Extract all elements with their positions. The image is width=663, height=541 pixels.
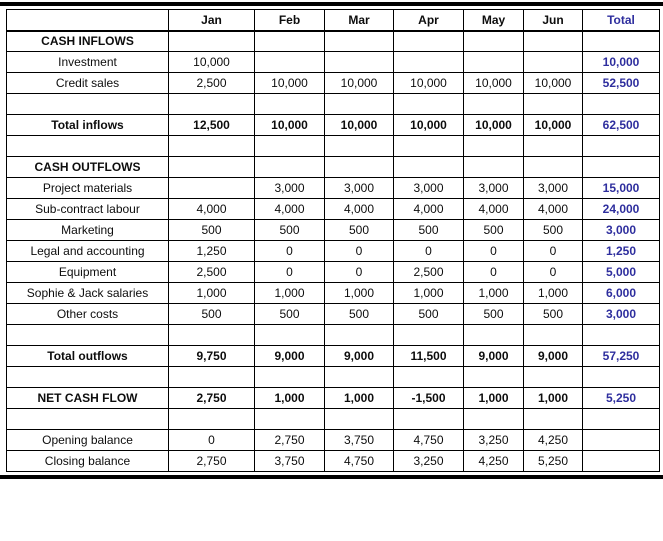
value-cell: 500 <box>464 220 524 241</box>
total-cell <box>583 325 660 346</box>
row-label-cell: Equipment <box>7 262 169 283</box>
total-cell: 1,250 <box>583 241 660 262</box>
value-cell <box>394 52 464 73</box>
value-cell: 500 <box>325 304 394 325</box>
column-header-feb: Feb <box>255 10 325 31</box>
value-cell: 10,000 <box>464 115 524 136</box>
value-cell: 500 <box>255 304 325 325</box>
value-cell <box>255 52 325 73</box>
value-cell: 4,000 <box>524 199 583 220</box>
value-cell: 3,250 <box>394 451 464 472</box>
value-cell: 500 <box>169 220 255 241</box>
value-cell: 10,000 <box>255 115 325 136</box>
total-cell: 24,000 <box>583 199 660 220</box>
table-row <box>7 94 660 115</box>
value-cell: 3,000 <box>464 178 524 199</box>
table-row <box>7 178 660 199</box>
column-header-jun: Jun <box>524 10 583 31</box>
value-cell: 0 <box>255 262 325 283</box>
value-cell <box>524 409 583 430</box>
row-label-cell <box>7 325 169 346</box>
total-cell: 15,000 <box>583 178 660 199</box>
value-cell: 3,000 <box>394 178 464 199</box>
value-cell <box>325 94 394 115</box>
table-frame <box>0 2 663 479</box>
row-label-cell: Total outflows <box>7 346 169 367</box>
cash-flow-table <box>6 9 660 472</box>
value-cell <box>394 94 464 115</box>
value-cell <box>464 409 524 430</box>
table-row <box>7 409 660 430</box>
total-cell <box>583 157 660 178</box>
table-row <box>7 388 660 409</box>
value-cell: 1,000 <box>169 283 255 304</box>
table-row <box>7 367 660 388</box>
value-cell: 500 <box>325 220 394 241</box>
table-row <box>7 31 660 52</box>
value-cell: 9,750 <box>169 346 255 367</box>
value-cell: 9,000 <box>325 346 394 367</box>
value-cell: 4,000 <box>255 199 325 220</box>
value-cell: 2,750 <box>169 451 255 472</box>
value-cell: 1,000 <box>524 283 583 304</box>
value-cell <box>325 325 394 346</box>
table-row <box>7 52 660 73</box>
value-cell: 0 <box>464 241 524 262</box>
column-header-apr: Apr <box>394 10 464 31</box>
value-cell: 0 <box>169 430 255 451</box>
value-cell: 10,000 <box>325 115 394 136</box>
value-cell <box>325 367 394 388</box>
value-cell: 2,500 <box>394 262 464 283</box>
value-cell <box>524 31 583 52</box>
total-cell <box>583 430 660 451</box>
value-cell: 10,000 <box>394 115 464 136</box>
value-cell: 0 <box>255 241 325 262</box>
table-row <box>7 199 660 220</box>
total-cell: 6,000 <box>583 283 660 304</box>
value-cell: 9,000 <box>255 346 325 367</box>
value-cell: 10,000 <box>325 73 394 94</box>
column-header-may: May <box>464 10 524 31</box>
value-cell <box>325 52 394 73</box>
value-cell <box>325 31 394 52</box>
value-cell: 10,000 <box>524 73 583 94</box>
value-cell: 4,000 <box>464 199 524 220</box>
table-row <box>7 304 660 325</box>
value-cell: 0 <box>464 262 524 283</box>
value-cell <box>255 409 325 430</box>
value-cell: 1,000 <box>464 283 524 304</box>
value-cell: 9,000 <box>464 346 524 367</box>
row-label-cell: Total inflows <box>7 115 169 136</box>
total-cell: 57,250 <box>583 346 660 367</box>
total-cell: 62,500 <box>583 115 660 136</box>
value-cell: 500 <box>394 304 464 325</box>
value-cell <box>394 136 464 157</box>
table-row <box>7 115 660 136</box>
row-label-cell: Project materials <box>7 178 169 199</box>
table-row <box>7 325 660 346</box>
row-label-cell: Credit sales <box>7 73 169 94</box>
value-cell <box>464 157 524 178</box>
value-cell <box>169 31 255 52</box>
value-cell <box>524 52 583 73</box>
row-label-cell <box>7 94 169 115</box>
value-cell: 0 <box>524 262 583 283</box>
value-cell: 1,000 <box>255 283 325 304</box>
value-cell: 0 <box>325 262 394 283</box>
value-cell: 10,000 <box>394 73 464 94</box>
value-cell: 4,750 <box>325 451 394 472</box>
value-cell <box>464 136 524 157</box>
total-cell: 52,500 <box>583 73 660 94</box>
value-cell <box>524 325 583 346</box>
value-cell: 500 <box>464 304 524 325</box>
value-cell: 3,000 <box>255 178 325 199</box>
value-cell <box>524 367 583 388</box>
row-label-cell: Sub-contract labour <box>7 199 169 220</box>
table-row <box>7 346 660 367</box>
value-cell: 0 <box>394 241 464 262</box>
table-row <box>7 73 660 94</box>
value-cell <box>394 409 464 430</box>
value-cell <box>255 31 325 52</box>
value-cell: 4,250 <box>464 451 524 472</box>
total-cell <box>583 409 660 430</box>
value-cell <box>169 178 255 199</box>
value-cell: 1,000 <box>464 388 524 409</box>
value-cell: 10,000 <box>464 73 524 94</box>
value-cell: 3,250 <box>464 430 524 451</box>
value-cell <box>394 325 464 346</box>
value-cell <box>169 157 255 178</box>
value-cell <box>394 367 464 388</box>
value-cell: 4,750 <box>394 430 464 451</box>
value-cell <box>464 52 524 73</box>
value-cell <box>464 367 524 388</box>
value-cell <box>169 367 255 388</box>
value-cell: 1,000 <box>394 283 464 304</box>
value-cell: 10,000 <box>255 73 325 94</box>
value-cell: 3,000 <box>524 178 583 199</box>
value-cell: 10,000 <box>169 52 255 73</box>
value-cell: 2,750 <box>255 430 325 451</box>
row-label-cell: CASH OUTFLOWS <box>7 157 169 178</box>
value-cell <box>169 136 255 157</box>
row-label-cell <box>7 136 169 157</box>
value-cell <box>524 157 583 178</box>
table-row <box>7 262 660 283</box>
value-cell <box>325 409 394 430</box>
total-cell <box>583 367 660 388</box>
table-row <box>7 451 660 472</box>
value-cell <box>524 136 583 157</box>
row-label-cell <box>7 367 169 388</box>
value-cell: 4,000 <box>325 199 394 220</box>
value-cell: 3,750 <box>325 430 394 451</box>
row-label-cell: Investment <box>7 52 169 73</box>
total-cell <box>583 136 660 157</box>
value-cell: 0 <box>325 241 394 262</box>
total-cell <box>583 31 660 52</box>
column-header-jan: Jan <box>169 10 255 31</box>
value-cell <box>255 136 325 157</box>
value-cell: 1,000 <box>255 388 325 409</box>
value-cell <box>464 325 524 346</box>
value-cell <box>169 94 255 115</box>
row-label-cell: Opening balance <box>7 430 169 451</box>
row-label-column-header <box>7 10 169 31</box>
header-row <box>7 10 660 31</box>
value-cell <box>394 157 464 178</box>
value-cell: 0 <box>524 241 583 262</box>
total-cell <box>583 451 660 472</box>
value-cell <box>255 94 325 115</box>
total-cell: 3,000 <box>583 304 660 325</box>
value-cell: -1,500 <box>394 388 464 409</box>
total-cell: 10,000 <box>583 52 660 73</box>
value-cell <box>255 325 325 346</box>
row-label-cell: Other costs <box>7 304 169 325</box>
value-cell: 9,000 <box>524 346 583 367</box>
table-row <box>7 136 660 157</box>
value-cell: 12,500 <box>169 115 255 136</box>
row-label-cell: NET CASH FLOW <box>7 388 169 409</box>
value-cell: 5,250 <box>524 451 583 472</box>
value-cell <box>394 31 464 52</box>
value-cell: 4,000 <box>394 199 464 220</box>
column-header-mar: Mar <box>325 10 394 31</box>
value-cell: 500 <box>255 220 325 241</box>
value-cell <box>255 157 325 178</box>
value-cell <box>325 157 394 178</box>
value-cell <box>325 136 394 157</box>
value-cell <box>464 31 524 52</box>
row-label-cell: Marketing <box>7 220 169 241</box>
total-cell <box>583 94 660 115</box>
value-cell: 1,000 <box>524 388 583 409</box>
row-label-cell: Closing balance <box>7 451 169 472</box>
table-row <box>7 220 660 241</box>
value-cell <box>169 325 255 346</box>
row-label-cell <box>7 409 169 430</box>
value-cell: 500 <box>524 220 583 241</box>
value-cell <box>524 94 583 115</box>
table-row <box>7 283 660 304</box>
value-cell: 3,750 <box>255 451 325 472</box>
value-cell: 500 <box>524 304 583 325</box>
column-header-total: Total <box>583 10 660 31</box>
row-label-cell: CASH INFLOWS <box>7 31 169 52</box>
value-cell: 4,250 <box>524 430 583 451</box>
value-cell: 500 <box>394 220 464 241</box>
total-cell: 3,000 <box>583 220 660 241</box>
value-cell: 1,000 <box>325 388 394 409</box>
value-cell: 500 <box>169 304 255 325</box>
table-body <box>7 31 660 472</box>
value-cell <box>255 367 325 388</box>
value-cell: 11,500 <box>394 346 464 367</box>
value-cell: 2,500 <box>169 73 255 94</box>
value-cell: 2,750 <box>169 388 255 409</box>
value-cell <box>464 94 524 115</box>
value-cell: 2,500 <box>169 262 255 283</box>
value-cell: 1,000 <box>325 283 394 304</box>
total-cell: 5,250 <box>583 388 660 409</box>
row-label-cell: Legal and accounting <box>7 241 169 262</box>
value-cell: 1,250 <box>169 241 255 262</box>
row-label-cell: Sophie & Jack salaries <box>7 283 169 304</box>
value-cell: 10,000 <box>524 115 583 136</box>
total-cell: 5,000 <box>583 262 660 283</box>
value-cell <box>169 409 255 430</box>
table-row <box>7 241 660 262</box>
table-row <box>7 157 660 178</box>
value-cell: 3,000 <box>325 178 394 199</box>
table-row <box>7 430 660 451</box>
value-cell: 4,000 <box>169 199 255 220</box>
